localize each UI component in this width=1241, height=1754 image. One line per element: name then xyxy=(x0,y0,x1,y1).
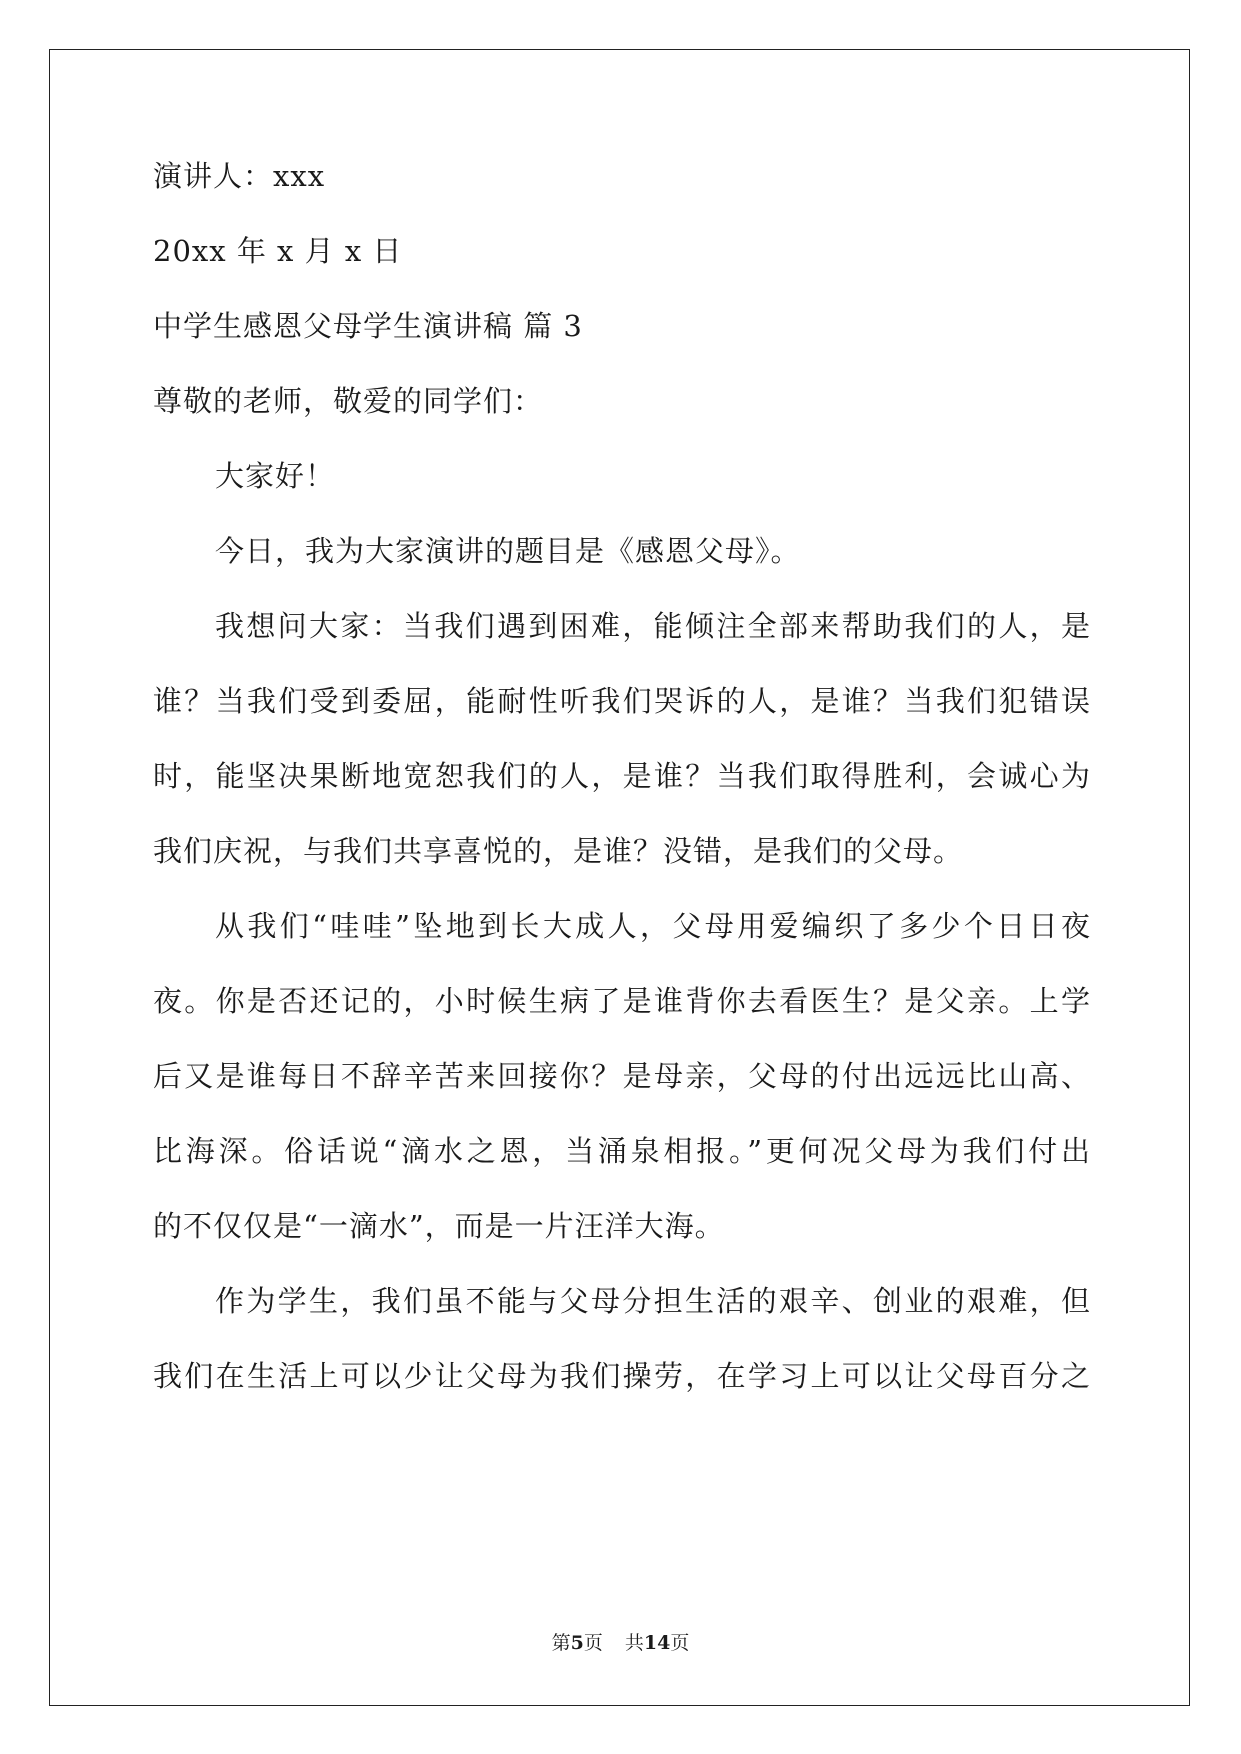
paragraph-line: 从我们“哇哇”坠地到长大成人，父母用爱编织了多少个日日夜 xyxy=(215,909,1091,943)
paragraph-line: 夜。你是否还记的，小时候生病了是谁背你去看医生？是父亲。上学 xyxy=(153,984,1091,1018)
paragraph-line: 作为学生，我们虽不能与父母分担生活的艰辛、创业的艰难，但 xyxy=(215,1284,1091,1318)
paragraph-line: 后又是谁每日不辞辛苦来回接你？是母亲，父母的付出远远比山高、 xyxy=(153,1059,1091,1093)
total-page-number: 14 xyxy=(643,1632,671,1654)
speaker-line: 演讲人：xxx xyxy=(153,159,326,193)
salutation: 尊敬的老师，敬爱的同学们： xyxy=(153,384,544,418)
total-suffix: 页 xyxy=(670,1632,690,1654)
total-prefix: 共 xyxy=(624,1632,644,1654)
current-page-number: 5 xyxy=(570,1632,584,1654)
paragraph-line: 比海深。俗话说“滴水之恩，当涌泉相报。”更何况父母为我们付出 xyxy=(153,1134,1091,1168)
paragraph-line: 我们庆祝，与我们共享喜悦的，是谁？没错，是我们的父母。 xyxy=(153,834,964,868)
paragraph-line: 的不仅仅是“一滴水”，而是一片汪洋大海。 xyxy=(153,1209,725,1243)
paragraph-line: 谁？当我们受到委屈，能耐性听我们哭诉的人，是谁？当我们犯错误 xyxy=(153,684,1091,718)
section-title: 中学生感恩父母学生演讲稿 篇 3 xyxy=(153,309,583,343)
intro-line: 今日，我为大家演讲的题目是《感恩父母》。 xyxy=(215,534,801,568)
page-border xyxy=(49,49,1190,1706)
page-footer xyxy=(0,1628,1241,1655)
page-prefix: 第 xyxy=(551,1632,571,1654)
paragraph-line: 我想问大家：当我们遇到困难，能倾注全部来帮助我们的人，是 xyxy=(215,609,1091,643)
page-suffix: 页 xyxy=(583,1632,603,1654)
greeting: 大家好！ xyxy=(215,459,336,493)
paragraph-line: 我们在生活上可以少让父母为我们操劳，在学习上可以让父母百分之 xyxy=(153,1359,1091,1393)
paragraph-line: 时，能坚决果断地宽恕我们的人，是谁？当我们取得胜利，会诚心为 xyxy=(153,759,1091,793)
date-line: 20xx 年 x 月 x 日 xyxy=(153,234,403,268)
